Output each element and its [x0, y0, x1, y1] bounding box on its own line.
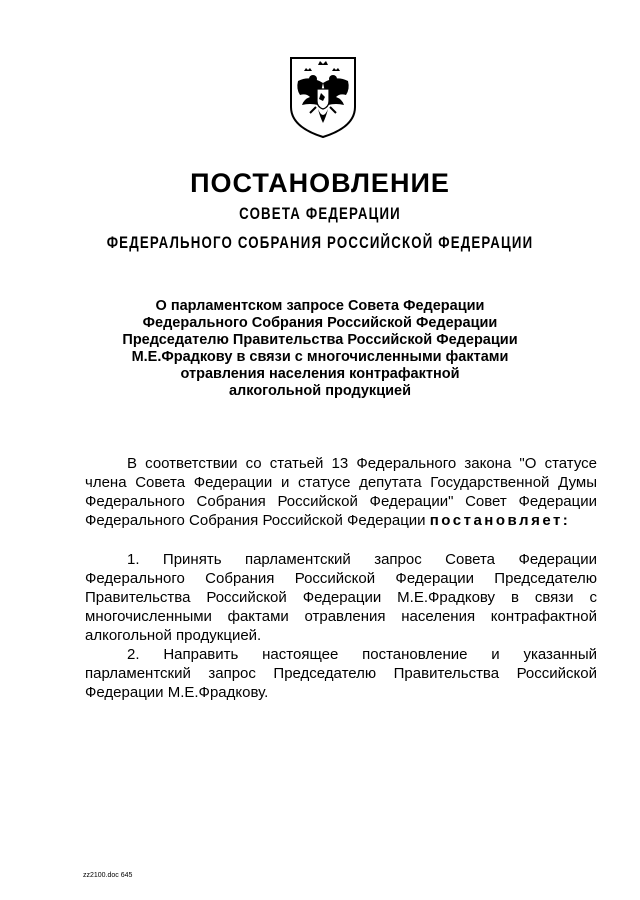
subject-line: М.Е.Фрадкову в связи с многочисленными фактами [131, 349, 509, 365]
issuer-line-2: ФЕДЕРАЛЬНОГО СОБРАНИЯ РОССИЙСКОЙ ФЕДЕРАЦИИ [106, 233, 534, 252]
subject-line: Председателю Правительства Российской Федерации [122, 332, 518, 348]
issuer-line-1: СОВЕТА ФЕДЕРАЦИИ [239, 204, 401, 223]
document-body [85, 454, 597, 702]
file-code: zz2100.doc 645 [83, 872, 133, 879]
subject-line: отравления населения контрафактной [180, 366, 460, 382]
document-title: ПОСТАНОВЛЕНИЕ [190, 168, 450, 198]
intro-text: В соответствии со статьей 13 Федерального закона "О статусе члена Совета Федерации и статусе депутата Государственной Думы Федерального Собрания Российской Федерации" Совет Федерации Федерального Собрания Российской Федерации [85, 455, 597, 529]
resolution-item-1: 1. Принять парламентский запрос Совета Федерации Федерального Собрания Российской Федерации Председателю Правительства Российской Федерации М.Е.Фрадкову в связи с многочисленными фактами отравления населения контрафактной алкогольной продукцией. [85, 551, 597, 644]
subject-line: О парламентском запросе Совета Федерации [155, 298, 485, 314]
resolution-item-2: 2. Направить настоящее постановление и указанный парламентский запрос Председателю Правительства Российской Федерации М.Е.Фрадкову. [85, 646, 597, 701]
subject-line: Федерального Собрания Российской Федерации [142, 315, 498, 331]
coat-of-arms-icon [288, 55, 358, 140]
resolution-verb: постановляет: [429, 512, 571, 529]
document-subject [90, 298, 550, 400]
intro-paragraph [85, 454, 597, 530]
subject-line: алкогольной продукцией [228, 383, 411, 399]
